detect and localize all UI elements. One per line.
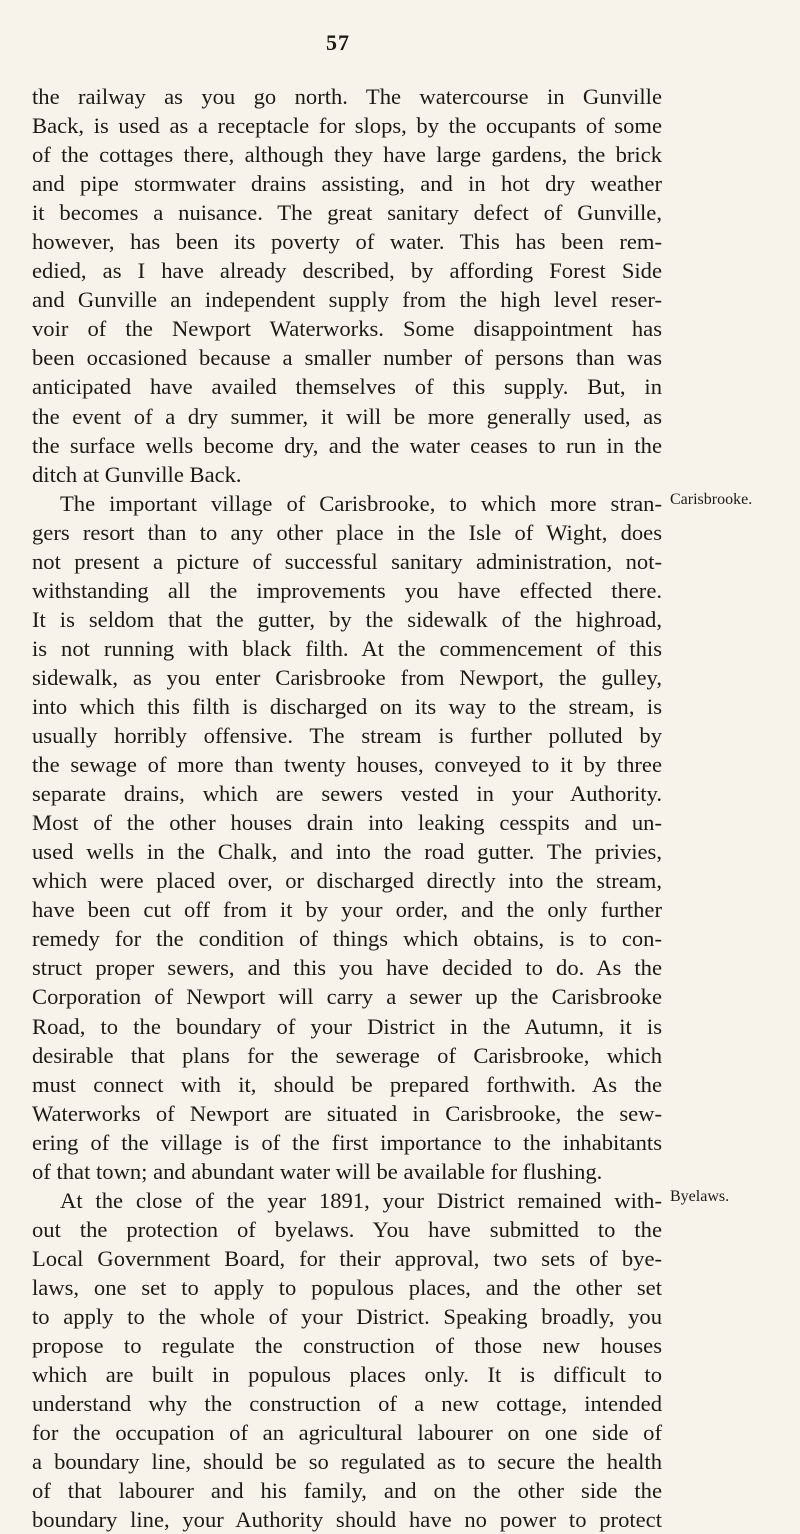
body-text xyxy=(32,82,662,1534)
text-line: is not running with black filth. At the commencement of this xyxy=(32,635,662,661)
text-line: boundary line, your Authority should have no power to protect xyxy=(32,1507,662,1533)
text-line: the surface wells become dry, and the water ceases to run in the xyxy=(32,432,662,458)
text-line: ditch at Gunville Back. xyxy=(32,461,242,487)
margin-note-carisbrooke: Carisbrooke. xyxy=(670,491,753,508)
text-line: of the cottages there, although they have large gardens, the brick xyxy=(32,142,662,168)
text-line: propose to regulate the construction of those new houses xyxy=(32,1333,662,1359)
text-line: struct proper sewers, and this you have decided to do. As the xyxy=(32,955,662,981)
text-line: a boundary line, should be so regulated as to secure the health xyxy=(32,1449,662,1475)
page-number: 57 xyxy=(326,30,350,55)
text-line: edied, as I have already described, by affording Forest Side xyxy=(32,258,662,284)
text-line: laws, one set to apply to populous places, and the other set xyxy=(32,1274,662,1300)
text-line: It is seldom that the gutter, by the sidewalk of the highroad, xyxy=(32,606,662,632)
text-line: of that labourer and his family, and on the other side the xyxy=(32,1478,662,1504)
text-line: understand why the construction of a new cottage, intended xyxy=(32,1391,662,1417)
text-line: must connect with it, should be prepared forthwith. As the xyxy=(32,1071,662,1097)
text-line: Local Government Board, for their approval, two sets of bye- xyxy=(32,1245,662,1271)
text-line: been occasioned because a smaller number of persons than was xyxy=(32,345,662,371)
paragraph-start-line: The important village of Carisbrooke, to which more stran- xyxy=(60,490,662,516)
text-line: sidewalk, as you enter Carisbrooke from Newport, the gulley, xyxy=(32,664,662,690)
text-line: anticipated have availed themselves of this supply. But, in xyxy=(32,374,662,400)
text-line: the sewage of more than twenty houses, conveyed to it by three xyxy=(32,752,662,778)
text-line: Waterworks of Newport are situated in Carisbrooke, the sew- xyxy=(32,1100,662,1126)
text-line: separate drains, which are sewers vested in your Authority. xyxy=(32,781,662,807)
text-line: Back, is used as a receptacle for slops, by the occupants of some xyxy=(32,113,662,139)
text-line: not present a picture of successful sanitary administration, not- xyxy=(32,548,662,574)
text-line: usually horribly offensive. The stream is further polluted by xyxy=(32,723,662,749)
text-line: to apply to the whole of your District. Speaking broadly, you xyxy=(32,1303,662,1329)
text-line: however, has been its poverty of water. This has been rem- xyxy=(32,229,662,255)
text-line: and pipe stormwater drains assisting, and in hot dry weather xyxy=(32,171,662,197)
text-line: out the protection of byelaws. You have submitted to the xyxy=(32,1216,662,1242)
text-line: Most of the other houses drain into leaking cesspits and un- xyxy=(32,810,662,836)
text-line: which are built in populous places only. It is difficult to xyxy=(32,1362,662,1388)
text-line: voir of the Newport Waterworks. Some disappointment has xyxy=(32,316,662,342)
text-line: Corporation of Newport will carry a sewer up the Carisbrooke xyxy=(32,984,662,1010)
paragraph-start-line: At the close of the year 1891, your District remained with- xyxy=(60,1187,662,1213)
margin-note-byelaws: Byelaws. xyxy=(670,1188,730,1205)
text-line: remedy for the condition of things which obtains, is to con- xyxy=(32,926,662,952)
text-line: ering of the village is of the first importance to the inhabitants xyxy=(32,1129,662,1155)
text-line: Road, to the boundary of your District in the Autumn, it is xyxy=(32,1013,662,1039)
text-line: used wells in the Chalk, and into the road gutter. The privies, xyxy=(32,839,662,865)
text-line: for the occupation of an agricultural labourer on one side of xyxy=(32,1420,662,1446)
text-line: the railway as you go north. The watercourse in Gunville xyxy=(32,84,662,109)
text-line: the event of a dry summer, it will be more generally used, as xyxy=(32,403,662,429)
text-line: which were placed over, or discharged directly into the stream, xyxy=(32,868,662,894)
text-line: gers resort than to any other place in the Isle of Wight, does xyxy=(32,519,662,545)
text-line: it becomes a nuisance. The great sanitary defect of Gunville, xyxy=(32,200,662,226)
text-line: and Gunville an independent supply from the high level reser- xyxy=(32,287,662,313)
text-line: desirable that plans for the sewerage of Carisbrooke, which xyxy=(32,1042,662,1068)
text-line: withstanding all the improvements you have effected there. xyxy=(32,577,662,603)
text-line: into which this filth is discharged on its way to the stream, is xyxy=(32,693,662,719)
text-line: of that town; and abundant water will be available for flushing. xyxy=(32,1158,603,1184)
text-line: have been cut off from it by your order, and the only further xyxy=(32,897,662,923)
